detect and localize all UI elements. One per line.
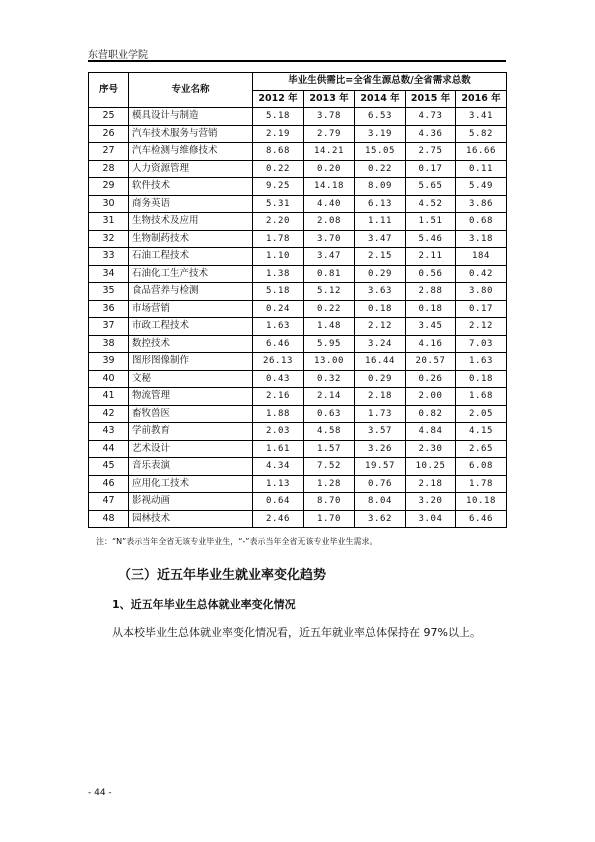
ratio-value-cell: 3.57 xyxy=(355,423,406,441)
table-row xyxy=(89,195,507,213)
ratio-value-cell: 3.24 xyxy=(355,335,406,353)
ratio-value-cell: 2.18 xyxy=(406,475,456,493)
major-name-cell: 应用化工技术 xyxy=(129,475,253,493)
ratio-value-cell: 0.63 xyxy=(304,405,355,423)
row-number-cell: 28 xyxy=(89,160,129,178)
ratio-value-cell: 1.11 xyxy=(355,213,406,231)
ratio-value-cell: 8.04 xyxy=(355,493,406,511)
row-number-cell: 46 xyxy=(89,475,129,493)
table-row xyxy=(89,475,507,493)
page-number: - 44 - xyxy=(88,788,112,798)
table-row xyxy=(89,440,507,458)
ratio-value-cell: 3.70 xyxy=(304,230,355,248)
table-row xyxy=(89,458,507,476)
ratio-value-cell: 0.18 xyxy=(456,370,507,388)
ratio-value-cell: 1.51 xyxy=(406,213,456,231)
ratio-value-cell: 5.82 xyxy=(456,125,507,143)
table-row xyxy=(89,423,507,441)
ratio-value-cell: 2.18 xyxy=(355,388,406,406)
ratio-value-cell: 7.03 xyxy=(456,335,507,353)
row-number-cell: 39 xyxy=(89,353,129,371)
table-row xyxy=(89,493,507,511)
ratio-value-cell: 0.20 xyxy=(304,160,355,178)
table-row xyxy=(89,335,507,353)
ratio-value-cell: 4.16 xyxy=(406,335,456,353)
ratio-value-cell: 8.70 xyxy=(304,493,355,511)
ratio-value-cell: 3.18 xyxy=(456,230,507,248)
supply-demand-table xyxy=(88,72,507,528)
ratio-value-cell: 1.78 xyxy=(456,475,507,493)
ratio-value-cell: 8.68 xyxy=(253,143,304,161)
ratio-value-cell: 0.18 xyxy=(355,300,406,318)
ratio-value-cell: 2.11 xyxy=(406,248,456,266)
ratio-value-cell: 1.57 xyxy=(304,440,355,458)
major-name-cell: 汽车检测与维修技术 xyxy=(129,143,253,161)
ratio-value-cell: 2.16 xyxy=(253,388,304,406)
ratio-value-cell: 0.29 xyxy=(355,265,406,283)
ratio-value-cell: 4.58 xyxy=(304,423,355,441)
column-header-number: 序号 xyxy=(89,73,129,108)
ratio-value-cell: 2.88 xyxy=(406,283,456,301)
ratio-value-cell: 8.09 xyxy=(355,178,406,196)
row-number-cell: 27 xyxy=(89,143,129,161)
major-name-cell: 园林技术 xyxy=(129,510,253,528)
ratio-value-cell: 4.36 xyxy=(406,125,456,143)
row-number-cell: 45 xyxy=(89,458,129,476)
table-row xyxy=(89,300,507,318)
table-row xyxy=(89,230,507,248)
row-number-cell: 25 xyxy=(89,108,129,126)
row-number-cell: 42 xyxy=(89,405,129,423)
ratio-value-cell: 2.05 xyxy=(456,405,507,423)
column-header-year: 2012 年 xyxy=(253,90,304,108)
ratio-value-cell: 3.47 xyxy=(355,230,406,248)
table-row xyxy=(89,213,507,231)
table-row xyxy=(89,265,507,283)
ratio-value-cell: 1.13 xyxy=(253,475,304,493)
ratio-value-cell: 6.53 xyxy=(355,108,406,126)
ratio-value-cell: 6.46 xyxy=(253,335,304,353)
major-name-cell: 石油化工生产技术 xyxy=(129,265,253,283)
ratio-value-cell: 2.75 xyxy=(406,143,456,161)
ratio-value-cell: 5.65 xyxy=(406,178,456,196)
row-number-cell: 35 xyxy=(89,283,129,301)
ratio-value-cell: 2.19 xyxy=(253,125,304,143)
ratio-value-cell: 0.81 xyxy=(304,265,355,283)
column-header-year: 2016 年 xyxy=(456,90,507,108)
ratio-value-cell: 1.28 xyxy=(304,475,355,493)
ratio-value-cell: 3.45 xyxy=(406,318,456,336)
ratio-value-cell: 0.76 xyxy=(355,475,406,493)
ratio-value-cell: 0.26 xyxy=(406,370,456,388)
ratio-value-cell: 5.12 xyxy=(304,283,355,301)
ratio-value-cell: 10.18 xyxy=(456,493,507,511)
ratio-value-cell: 5.18 xyxy=(253,283,304,301)
ratio-value-cell: 2.65 xyxy=(456,440,507,458)
major-name-cell: 音乐表演 xyxy=(129,458,253,476)
major-name-cell: 畜牧兽医 xyxy=(129,405,253,423)
table-row xyxy=(89,248,507,266)
ratio-value-cell: 2.20 xyxy=(253,213,304,231)
ratio-value-cell: 3.47 xyxy=(304,248,355,266)
row-number-cell: 36 xyxy=(89,300,129,318)
table-row xyxy=(89,160,507,178)
ratio-value-cell: 1.63 xyxy=(253,318,304,336)
ratio-value-cell: 1.10 xyxy=(253,248,304,266)
ratio-value-cell: 2.08 xyxy=(304,213,355,231)
column-header-year: 2013 年 xyxy=(304,90,355,108)
row-number-cell: 29 xyxy=(89,178,129,196)
row-number-cell: 47 xyxy=(89,493,129,511)
document-header-title: 东营职业学院 xyxy=(88,50,148,61)
ratio-value-cell: 3.04 xyxy=(406,510,456,528)
table-body xyxy=(89,108,507,528)
ratio-value-cell: 14.21 xyxy=(304,143,355,161)
row-number-cell: 37 xyxy=(89,318,129,336)
major-name-cell: 石油工程技术 xyxy=(129,248,253,266)
ratio-value-cell: 5.95 xyxy=(304,335,355,353)
ratio-value-cell: 0.42 xyxy=(456,265,507,283)
ratio-value-cell: 10.25 xyxy=(406,458,456,476)
ratio-value-cell: 14.18 xyxy=(304,178,355,196)
ratio-value-cell: 1.70 xyxy=(304,510,355,528)
ratio-value-cell: 0.56 xyxy=(406,265,456,283)
major-name-cell: 影视动画 xyxy=(129,493,253,511)
ratio-value-cell: 1.88 xyxy=(253,405,304,423)
table-row xyxy=(89,388,507,406)
ratio-value-cell: 3.19 xyxy=(355,125,406,143)
row-number-cell: 32 xyxy=(89,230,129,248)
ratio-value-cell: 0.68 xyxy=(456,213,507,231)
ratio-value-cell: 20.57 xyxy=(406,353,456,371)
ratio-value-cell: 2.03 xyxy=(253,423,304,441)
major-name-cell: 模具设计与制造 xyxy=(129,108,253,126)
ratio-value-cell: 3.63 xyxy=(355,283,406,301)
row-number-cell: 26 xyxy=(89,125,129,143)
ratio-value-cell: 3.26 xyxy=(355,440,406,458)
ratio-value-cell: 3.78 xyxy=(304,108,355,126)
ratio-value-cell: 1.68 xyxy=(456,388,507,406)
ratio-value-cell: 5.49 xyxy=(456,178,507,196)
ratio-value-cell: 0.82 xyxy=(406,405,456,423)
major-name-cell: 人力资源管理 xyxy=(129,160,253,178)
row-number-cell: 38 xyxy=(89,335,129,353)
row-number-cell: 40 xyxy=(89,370,129,388)
table-row xyxy=(89,108,507,126)
major-name-cell: 数控技术 xyxy=(129,335,253,353)
ratio-value-cell: 3.86 xyxy=(456,195,507,213)
ratio-value-cell: 3.41 xyxy=(456,108,507,126)
ratio-value-cell: 4.15 xyxy=(456,423,507,441)
ratio-value-cell: 1.73 xyxy=(355,405,406,423)
ratio-value-cell: 5.46 xyxy=(406,230,456,248)
ratio-value-cell: 0.29 xyxy=(355,370,406,388)
row-number-cell: 43 xyxy=(89,423,129,441)
ratio-value-cell: 9.25 xyxy=(253,178,304,196)
ratio-value-cell: 4.34 xyxy=(253,458,304,476)
column-header-year: 2014 年 xyxy=(355,90,406,108)
subsection-heading: 1、近五年毕业生总体就业率变化情况 xyxy=(112,598,296,611)
column-group-header-ratio: 毕业生供需比=全省生源总数/全省需求总数 xyxy=(253,73,507,91)
ratio-value-cell: 0.22 xyxy=(304,300,355,318)
ratio-value-cell: 2.46 xyxy=(253,510,304,528)
ratio-value-cell: 13.00 xyxy=(304,353,355,371)
ratio-value-cell: 0.64 xyxy=(253,493,304,511)
ratio-value-cell: 15.05 xyxy=(355,143,406,161)
ratio-value-cell: 2.00 xyxy=(406,388,456,406)
ratio-value-cell: 4.73 xyxy=(406,108,456,126)
ratio-value-cell: 0.17 xyxy=(456,300,507,318)
major-name-cell: 文秘 xyxy=(129,370,253,388)
column-header-year: 2015 年 xyxy=(406,90,456,108)
ratio-value-cell: 3.80 xyxy=(456,283,507,301)
header-rule xyxy=(88,60,506,62)
ratio-value-cell: 0.22 xyxy=(253,160,304,178)
table-header-row xyxy=(89,73,507,91)
table-row xyxy=(89,353,507,371)
column-header-major: 专业名称 xyxy=(129,73,253,108)
major-name-cell: 软件技术 xyxy=(129,178,253,196)
ratio-value-cell: 1.38 xyxy=(253,265,304,283)
ratio-value-cell: 0.18 xyxy=(406,300,456,318)
ratio-value-cell: 0.17 xyxy=(406,160,456,178)
ratio-value-cell: 0.24 xyxy=(253,300,304,318)
ratio-value-cell: 0.11 xyxy=(456,160,507,178)
major-name-cell: 图形图像制作 xyxy=(129,353,253,371)
table-row xyxy=(89,125,507,143)
table-row xyxy=(89,370,507,388)
major-name-cell: 市场营销 xyxy=(129,300,253,318)
ratio-value-cell: 16.66 xyxy=(456,143,507,161)
row-number-cell: 34 xyxy=(89,265,129,283)
major-name-cell: 艺术设计 xyxy=(129,440,253,458)
ratio-value-cell: 7.52 xyxy=(304,458,355,476)
table-row xyxy=(89,318,507,336)
ratio-value-cell: 1.48 xyxy=(304,318,355,336)
ratio-value-cell: 0.22 xyxy=(355,160,406,178)
section-heading: （三）近五年毕业生就业率变化趋势 xyxy=(118,568,327,583)
major-name-cell: 生物制药技术 xyxy=(129,230,253,248)
row-number-cell: 33 xyxy=(89,248,129,266)
ratio-value-cell: 6.13 xyxy=(355,195,406,213)
ratio-value-cell: 1.63 xyxy=(456,353,507,371)
row-number-cell: 30 xyxy=(89,195,129,213)
ratio-value-cell: 0.43 xyxy=(253,370,304,388)
row-number-cell: 48 xyxy=(89,510,129,528)
table-row xyxy=(89,510,507,528)
ratio-value-cell: 6.46 xyxy=(456,510,507,528)
ratio-value-cell: 5.18 xyxy=(253,108,304,126)
ratio-value-cell: 5.31 xyxy=(253,195,304,213)
ratio-value-cell: 19.57 xyxy=(355,458,406,476)
ratio-value-cell: 2.79 xyxy=(304,125,355,143)
ratio-value-cell: 16.44 xyxy=(355,353,406,371)
major-name-cell: 食品营养与检测 xyxy=(129,283,253,301)
ratio-value-cell: 2.12 xyxy=(355,318,406,336)
major-name-cell: 学前教育 xyxy=(129,423,253,441)
body-paragraph: 从本校毕业生总体就业率变化情况看，近五年就业率总体保持在 97%以上。 xyxy=(112,626,481,639)
table-row xyxy=(89,178,507,196)
ratio-value-cell: 184 xyxy=(456,248,507,266)
row-number-cell: 31 xyxy=(89,213,129,231)
ratio-value-cell: 4.52 xyxy=(406,195,456,213)
ratio-value-cell: 1.78 xyxy=(253,230,304,248)
ratio-value-cell: 2.15 xyxy=(355,248,406,266)
ratio-value-cell: 0.32 xyxy=(304,370,355,388)
ratio-value-cell: 4.40 xyxy=(304,195,355,213)
major-name-cell: 物流管理 xyxy=(129,388,253,406)
ratio-value-cell: 3.62 xyxy=(355,510,406,528)
ratio-value-cell: 2.30 xyxy=(406,440,456,458)
table-row xyxy=(89,143,507,161)
ratio-value-cell: 3.20 xyxy=(406,493,456,511)
major-name-cell: 生物技术及应用 xyxy=(129,213,253,231)
ratio-value-cell: 4.84 xyxy=(406,423,456,441)
row-number-cell: 44 xyxy=(89,440,129,458)
table-note: 注：“N”表示当年全省无该专业毕业生，“-”表示当年全省无该专业毕业生需求。 xyxy=(96,537,378,546)
row-number-cell: 41 xyxy=(89,388,129,406)
major-name-cell: 汽车技术服务与营销 xyxy=(129,125,253,143)
table-row xyxy=(89,283,507,301)
major-name-cell: 商务英语 xyxy=(129,195,253,213)
table-row xyxy=(89,405,507,423)
ratio-value-cell: 26.13 xyxy=(253,353,304,371)
major-name-cell: 市政工程技术 xyxy=(129,318,253,336)
ratio-value-cell: 1.61 xyxy=(253,440,304,458)
ratio-value-cell: 2.12 xyxy=(456,318,507,336)
ratio-value-cell: 6.08 xyxy=(456,458,507,476)
ratio-value-cell: 2.14 xyxy=(304,388,355,406)
